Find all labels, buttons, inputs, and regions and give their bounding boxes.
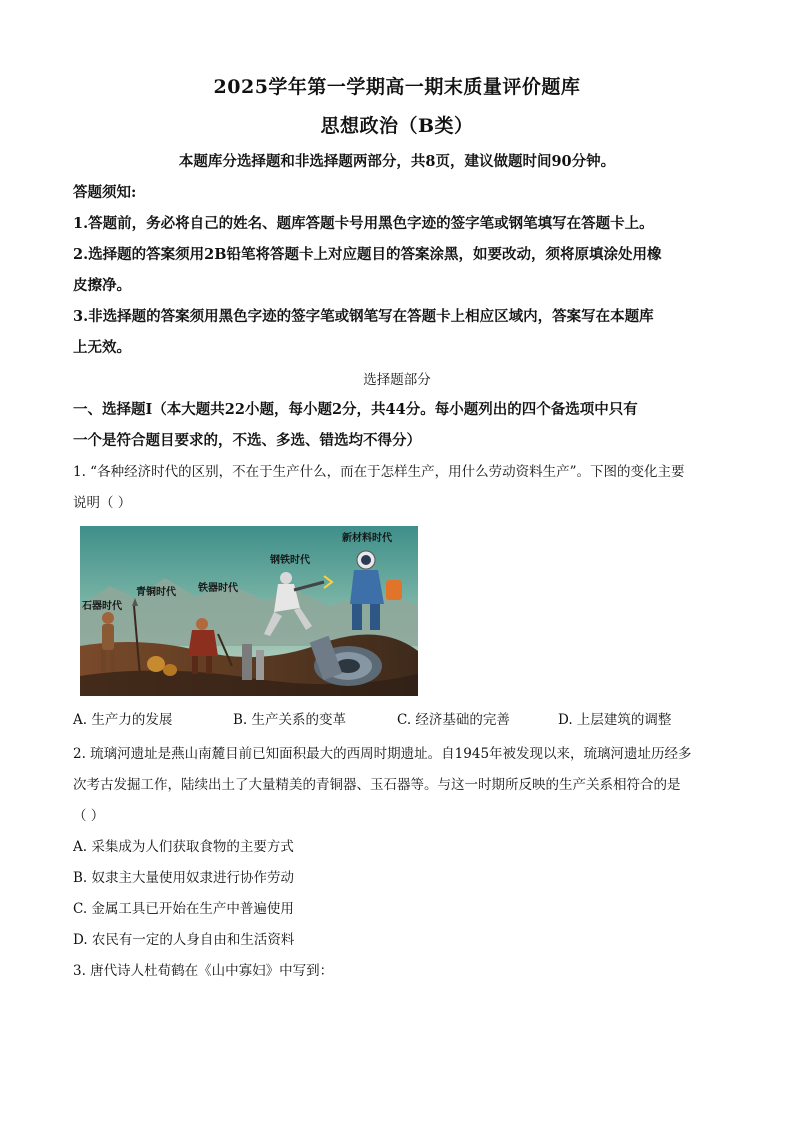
section-heading: 选择题部分 [363,372,431,388]
notice-item-3-line-1: 3.非选择题的答案须用黑色字迹的签字笔或钢笔写在答题卡上相应区域内，答案写在本题库 [73,308,654,325]
exam-subject: 思想政治（B类） [320,115,474,137]
exam-title: 2025学年第一学期高一期末质量评价题库 [213,76,581,98]
part1-instructions-line-1: 一、选择题Ⅰ（本大题共22小题，每小题2分，共44分。每小题列出的四个备选项中只有 [73,401,638,418]
q1-illustration [80,526,418,696]
exam-instructions-summary: 本题库分选择题和非选择题两部分，共8页，建议做题时间90分钟。 [178,153,616,170]
label-new-materials-age: 新材料时代 [342,533,392,544]
q1-option-a[interactable]: A. 生产力的发展 [73,712,173,728]
label-iron-age: 铁器时代 [198,583,238,594]
part1-instructions-line-2: 一个是符合题目要求的，不选、多选、错选均不得分） [73,432,421,449]
q1-option-c[interactable]: C. 经济基础的完善 [397,712,510,728]
q2-option-d[interactable]: D. 农民有一定的人身自由和生活资料 [73,932,295,948]
notice-heading: 答题须知: [73,184,137,201]
label-bronze-age: 青铜时代 [136,587,176,598]
notice-item-1: 1.答题前，务必将自己的姓名、题库答题卡号用黑色字迹的签字笔或钢笔填写在答题卡上。 [73,215,654,232]
notice-item-2-line-2: 皮擦净。 [73,277,131,294]
q2-option-a[interactable]: A. 采集成为人们获取食物的主要方式 [73,839,294,855]
label-steel-age: 钢铁时代 [270,555,310,566]
q2-stem-line-3: （ ） [73,808,105,824]
q2-option-b[interactable]: B. 奴隶主大量使用奴隶进行协作劳动 [73,870,295,886]
q2-stem-line-2: 次考古发掘工作，陆续出土了大量精美的青铜器、玉石器等。与这一时期所反映的生产关系相符合的是 [73,777,681,793]
q1-stem-line-1: 1. “各种经济时代的区别，不在于生产什么，而在于怎样生产，用什么劳动资料生产”。下图的变化主要 [73,464,685,480]
label-stone-age: 石器时代 [82,601,122,612]
notice-item-3-line-2: 上无效。 [73,339,131,356]
q1-stem-line-2: 说明（ ） [73,495,132,511]
q1-options [73,708,733,732]
notice-item-2-line-1: 2.选择题的答案须用2B铅笔将答题卡上对应题目的答案涂黑，如要改动，须将原填涂处用橡 [73,246,662,263]
q3-stem-line-1: 3. 唐代诗人杜荀鹤在《山中寡妇》中写到： [73,963,334,979]
q1-option-b[interactable]: B. 生产关系的变革 [233,712,347,728]
q2-option-c[interactable]: C. 金属工具已开始在生产中普遍使用 [73,901,294,917]
q1-option-d[interactable]: D. 上层建筑的调整 [558,712,672,728]
q2-stem-line-1: 2. 琉璃河遗址是燕山南麓目前已知面积最大的西周时期遗址。自1945年被发现以来，琉璃河遗址历经多 [73,746,692,762]
